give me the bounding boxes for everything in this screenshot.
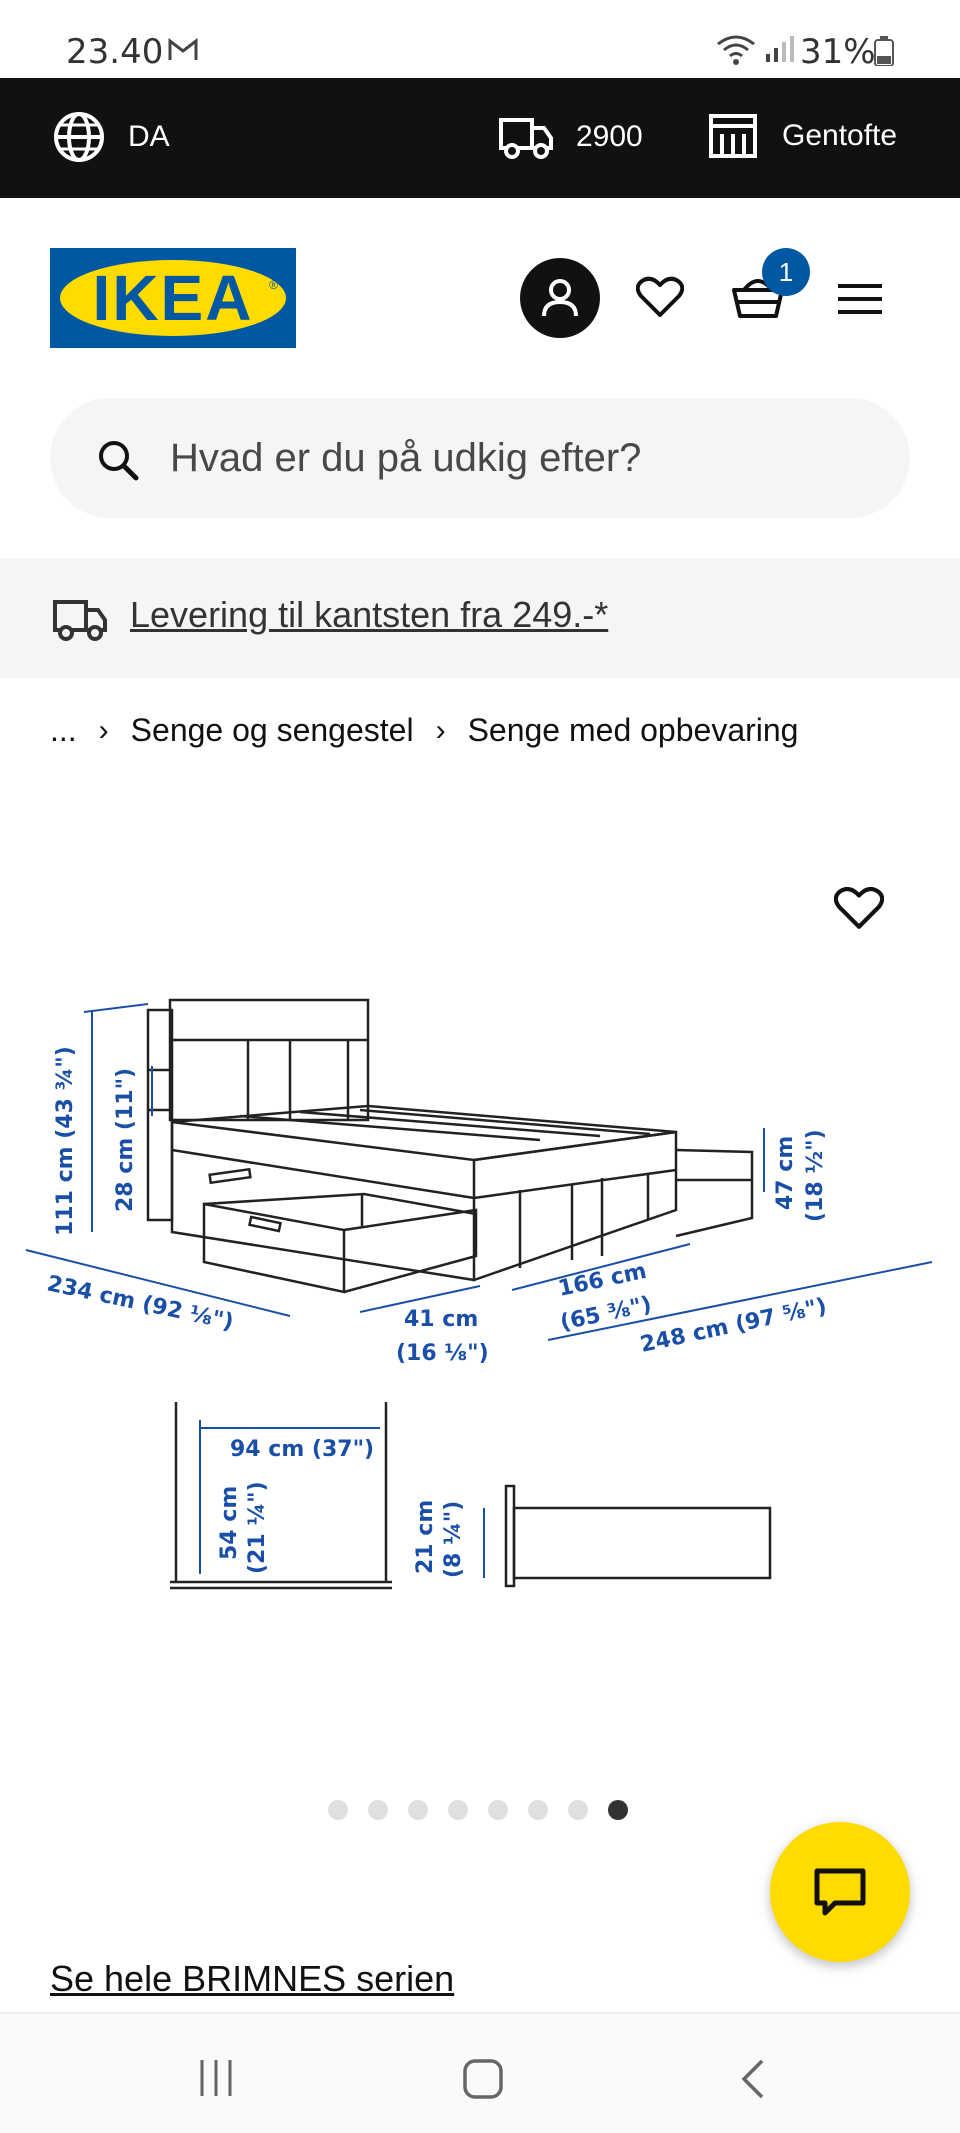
dim-drawer-width: 94 cm (37") — [230, 1437, 375, 1462]
ikea-logo[interactable] — [50, 248, 296, 348]
dim-length: 248 cm (97 ⅝") — [638, 1293, 829, 1358]
wifi-icon — [716, 34, 756, 66]
search-icon — [96, 438, 140, 482]
breadcrumb-chevron-icon: › — [435, 713, 446, 747]
carousel-dot[interactable] — [488, 1800, 508, 1820]
recent-apps-icon[interactable] — [196, 2058, 236, 2098]
battery-icon — [874, 36, 894, 66]
carousel-dots — [328, 1800, 628, 1820]
search-bar[interactable] — [50, 398, 910, 518]
back-icon[interactable] — [738, 2058, 768, 2100]
dim-side-height: 47 cm — [773, 1135, 798, 1210]
store-icon — [708, 112, 758, 160]
status-time: 23.40 — [66, 32, 164, 72]
system-nav-bar — [0, 2012, 960, 2133]
cart-count-badge: 1 — [762, 248, 810, 296]
dim-height-total: 111 cm (43 ¾") — [53, 1046, 78, 1236]
heart-icon[interactable] — [636, 276, 684, 318]
home-icon[interactable] — [462, 2058, 504, 2100]
chat-button[interactable] — [770, 1822, 910, 1962]
store-selector[interactable] — [708, 112, 897, 160]
dim-drawer-length-in: (21 ¼") — [245, 1481, 270, 1574]
status-bar — [0, 0, 960, 78]
globe-icon — [52, 110, 106, 164]
breadcrumb-item[interactable]: Senge med opbevaring — [467, 712, 799, 748]
logo-text: IKEA — [92, 262, 254, 334]
language-selector[interactable] — [52, 110, 170, 164]
top-bar — [0, 78, 960, 198]
account-button[interactable] — [520, 258, 600, 338]
dim-drawer-depth-in: (16 ⅛") — [396, 1341, 489, 1366]
chat-icon — [813, 1867, 867, 1917]
signal-icon — [764, 36, 794, 64]
logo-registered: ® — [269, 278, 278, 292]
store-label: Gentofte — [782, 119, 898, 152]
carousel-dot[interactable] — [328, 1800, 348, 1820]
product-favourite-heart-icon[interactable] — [834, 886, 884, 930]
postal-code-label: 2900 — [576, 120, 643, 153]
breadcrumb-chevron-icon: › — [98, 713, 109, 747]
breadcrumb — [50, 712, 798, 749]
hamburger-icon[interactable] — [838, 282, 882, 316]
truck-icon — [52, 596, 108, 642]
carousel-dot[interactable] — [528, 1800, 548, 1820]
delivery-banner — [0, 558, 960, 678]
dim-side-height-in: (18 ½") — [803, 1129, 828, 1222]
dim-drawer-height: 21 cm — [413, 1499, 438, 1574]
account-icon — [538, 276, 582, 320]
dim-width: 234 cm (92 ⅛") — [44, 1271, 236, 1336]
search-input[interactable] — [170, 422, 870, 494]
carousel-dot[interactable] — [408, 1800, 428, 1820]
product-dimension-drawing[interactable] — [0, 980, 960, 1600]
breadcrumb-ellipsis[interactable]: ... — [50, 712, 77, 748]
carousel-dot[interactable] — [368, 1800, 388, 1820]
dim-drawer-depth: 41 cm — [404, 1307, 479, 1332]
dim-inner-width: 166 cm — [556, 1258, 649, 1302]
language-label: DA — [128, 120, 170, 153]
dim-drawer-height-in: (8 ¼") — [441, 1500, 466, 1578]
breadcrumb-item[interactable]: Senge og sengestel — [130, 712, 414, 748]
dim-headboard-shelf: 28 cm (11") — [113, 1067, 138, 1212]
battery-percent: 31% — [800, 32, 876, 72]
postal-code-selector[interactable] — [498, 114, 643, 160]
delivery-link[interactable]: Levering til kantsten fra 249.-* — [130, 594, 609, 635]
series-link[interactable]: Se hele BRIMNES serien — [50, 1958, 455, 1999]
carousel-dot[interactable] — [448, 1800, 468, 1820]
carousel-dot[interactable] — [568, 1800, 588, 1820]
truck-icon — [498, 114, 554, 160]
carousel-dot[interactable] — [608, 1800, 628, 1820]
gmail-icon — [168, 38, 198, 62]
dim-inner-width-in: (65 ⅜") — [558, 1292, 654, 1336]
dim-drawer-length: 54 cm — [217, 1485, 242, 1560]
